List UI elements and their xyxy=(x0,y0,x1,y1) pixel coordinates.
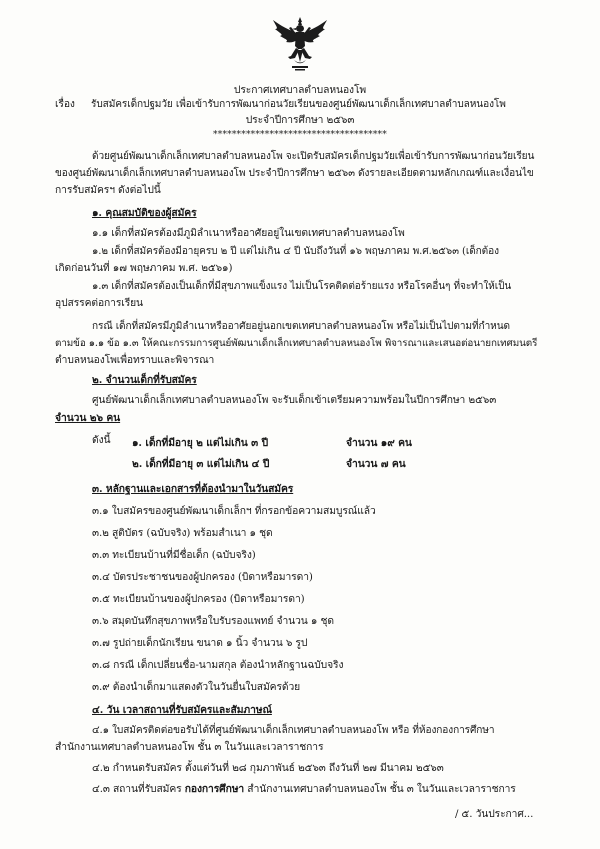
section-3-item: ๓.๕ ทะเบียนบ้านของผู้ปกครอง (บิดาหรือมารดา) xyxy=(92,593,305,605)
section-4-item-3-office: กองการศึกษา xyxy=(184,783,245,795)
section-1-heading: ๑. คุณสมบัติของผู้สมัคร xyxy=(92,207,197,219)
document-title: ประกาศเทศบาลตำบลหนองโพ xyxy=(233,84,367,96)
garuda-emblem-icon xyxy=(271,16,329,74)
intro-line-2: ของศูนย์พัฒนาเด็กเล็กเทศบาลตำบลหนองโพ ประจำปีการศึกษา ๒๕๖๓ ดังรายละเอียดตามหลักเกณฑ์และเงื่อนไข xyxy=(55,168,534,179)
group-2-count: จำนวน ๗ คน xyxy=(346,458,406,470)
section-4-item-3-suffix: สำนักงานเทศบาลตำบลหนองโพ ชั้น ๓ ในวันและเวลาราชการ xyxy=(247,783,516,795)
section-3-item: ๓.๙ ต้องนำเด็กมาแสดงตัวในวันยื่นใบสมัครด้วย xyxy=(92,681,301,693)
section-1-item-3-line-1: ๑.๓ เด็กที่สมัครต้องเป็นเด็กที่มีสุขภาพแข็งแรง ไม่เป็นโรคติดต่อร้ายแรง หรือโรคอื่นๆ ที่จะทำให้เป็น xyxy=(92,281,512,292)
section-2-line-1: ศูนย์พัฒนาเด็กเล็กเทศบาลตำบลหนองโพ จะรับเด็กเข้าเตรียมความพร้อมในปีการศึกษา ๒๕๖๓ xyxy=(92,394,497,406)
section-1-note-line-1: กรณี เด็กที่สมัครมีภูมิลำเนาหรืออาศัยอยู่นอกเขตเทศบาลตำบลหนองโพ หรือไม่เป็นไปตามที่กำหนด xyxy=(92,321,510,332)
group-1-label: ๑. เด็กที่มีอายุ ๒ แต่ไม่เกิน ๓ ปี xyxy=(132,437,269,449)
section-4-heading: ๔. วัน เวลาสถานที่รับสมัครและสัมภาษณ์ xyxy=(92,704,272,716)
section-3-item: ๓.๑ ใบสมัครของศูนย์พัฒนาเด็กเล็กฯ ที่กรอกข้อความสมบูรณ์แล้ว xyxy=(92,505,376,517)
section-2-total: จำนวน ๒๖ คน xyxy=(55,412,121,424)
section-4-item-2: ๔.๒ กำหนดรับสมัคร ตั้งแต่วันที่ ๒๘ กุมภาพันธ์ ๒๕๖๓ ถึงวันที่ ๒๗ มีนาคม ๒๕๖๓ xyxy=(92,762,444,774)
section-1-item-2-line-1: ๑.๒ เด็กที่สมัครต้องมีอายุครบ ๒ ปี แต่ไม่เกิน ๔ ปี นับถึงวันที่ ๑๖ พฤษภาคม พ.ศ.๒๕๖๓ (เด็กต้อง xyxy=(92,246,499,257)
continuation-note: / ๕. วันประกาศ... xyxy=(455,808,534,820)
section-2-detail-label: ดังนี้ xyxy=(92,434,111,446)
section-1-item-1: ๑.๑ เด็กที่สมัครต้องมีภูมิลำเนาหรืออาศัยอยู่ในเขตเทศบาลตำบลหนองโพ xyxy=(92,227,405,239)
section-4-item-3 xyxy=(92,783,516,796)
separator-line: ************************************* xyxy=(213,130,387,140)
subject-label: เรื่อง xyxy=(55,98,75,110)
group-2-label: ๒. เด็กที่มีอายุ ๓ แต่ไม่เกิน ๔ ปี xyxy=(132,458,270,470)
section-2-heading: ๒. จำนวนเด็กที่รับสมัคร xyxy=(92,374,197,386)
section-1-item-2-line-2: เกิดก่อนวันที่ ๑๗ พฤษภาคม พ.ศ. ๒๕๖๑) xyxy=(55,262,233,274)
section-3-item: ๓.๖ สมุดบันทึกสุขภาพหรือใบรับรองแพทย์ จำนวน ๑ ชุด xyxy=(92,615,334,627)
section-3-item: ๓.๘ กรณี เด็กเปลี่ยนชื่อ-นามสกุล ต้องนำหลักฐานฉบับจริง xyxy=(92,659,344,671)
section-3-item: ๓.๗ รูปถ่ายเด็กนักเรียน ขนาด ๑ นิ้ว จำนวน ๖ รูป xyxy=(92,637,308,649)
section-3-heading: ๓. หลักฐานและเอกสารที่ต้องนำมาในวันสมัคร xyxy=(92,483,294,495)
section-1-note-line-2: ตามข้อ ๑.๑ ข้อ ๑.๓ ให้คณะกรรมการศูนย์พัฒนาเด็กเล็กเทศบาลตำบลหนองโพ พิจารณาและเสนอต่อนายกเทศมนตรี xyxy=(55,338,538,349)
intro-line-1: ด้วยศูนย์พัฒนาเด็กเล็กเทศบาลตำบลหนองโพ จะเปิดรับสมัครเด็กปฐมวัยเพื่อเข้ารับการพัฒนาก่อนวัยเรียน xyxy=(92,151,535,162)
section-1-note-line-3: ตำบลหนองโพเพื่อทราบและพิจารณา xyxy=(55,354,215,366)
section-1-item-3-line-2: อุปสรรคต่อการเรียน xyxy=(55,297,143,309)
group-1-count: จำนวน ๑๙ คน xyxy=(346,437,412,449)
section-4-item-3-prefix: ๔.๓ สถานที่รับสมัคร xyxy=(92,783,182,795)
section-3-item: ๓.๓ ทะเบียนบ้านที่มีชื่อเด็ก (ฉบับจริง) xyxy=(92,549,256,561)
section-3-item: ๓.๒ สูติบัตร (ฉบับจริง) พร้อมสำเนา ๑ ชุด xyxy=(92,527,273,539)
intro-line-3: การรับสมัครฯ ดังต่อไปนี้ xyxy=(55,184,161,196)
subject-text: รับสมัครเด็กปฐมวัย เพื่อเข้ารับการพัฒนาก่อนวัยเรียนของศูนย์พัฒนาเด็กเล็กเทศบาลตำบลหนองโพ xyxy=(91,99,506,110)
section-4-item-1-line-1: ๔.๑ ใบสมัครติดต่อขอรับได้ที่ศูนย์พัฒนาเด็กเล็กเทศบาลตำบลหนองโพ หรือ ที่ห้องกองการศึกษา xyxy=(92,725,495,736)
section-3-item: ๓.๔ บัตรประชาชนของผู้ปกครอง (บิดาหรือมารดา) xyxy=(92,571,313,583)
section-4-item-1-line-2: สำนักงานเทศบาลตำบลหนองโพ ชั้น ๓ ในวันและเวลาราชการ xyxy=(55,741,324,753)
academic-year: ประจำปีการศึกษา ๒๕๖๓ xyxy=(245,114,355,126)
